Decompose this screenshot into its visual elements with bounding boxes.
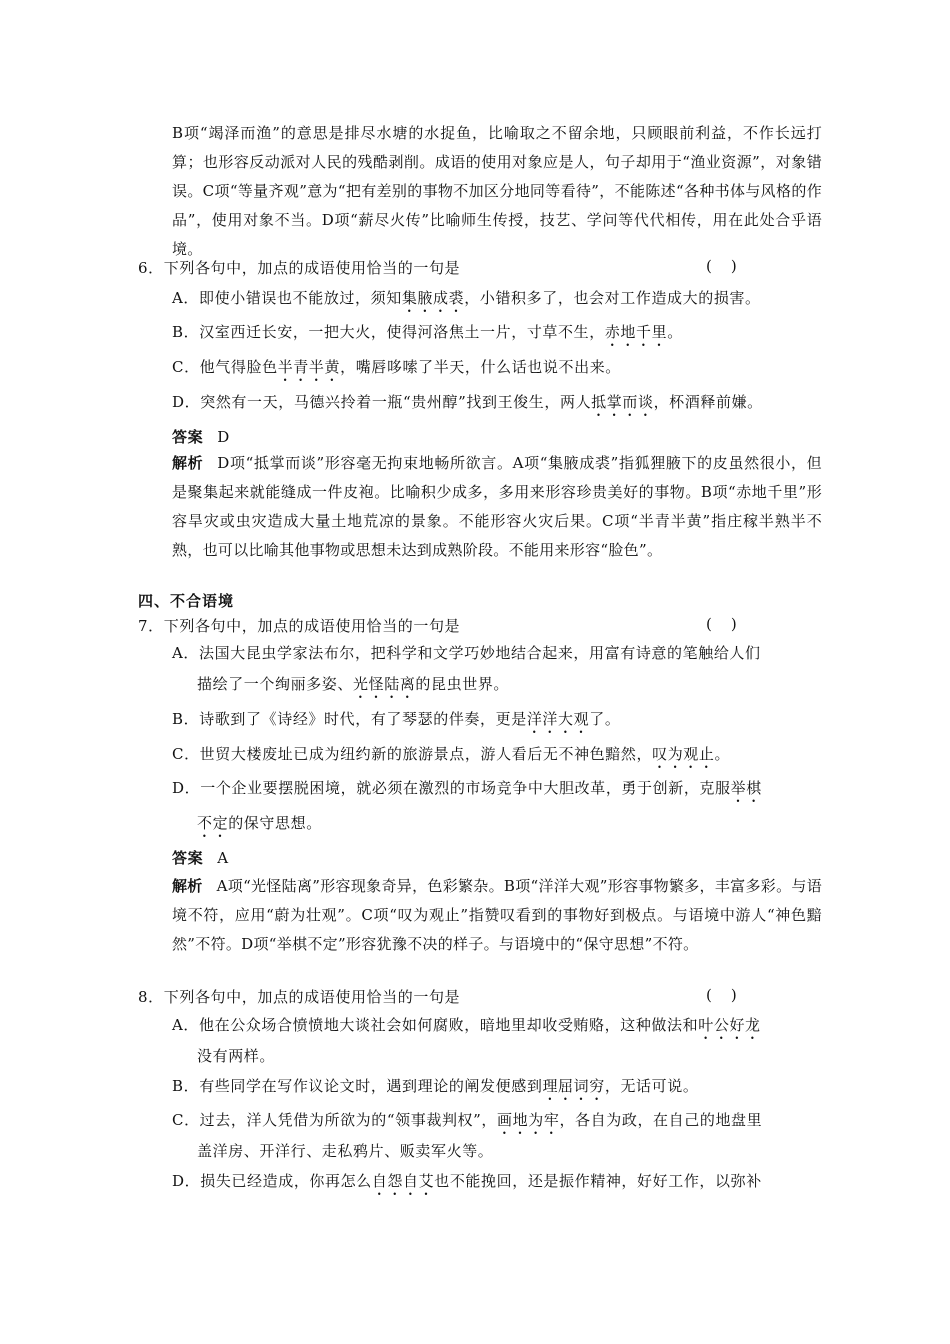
q7-option-c: C．世贸大楼废址已成为纽约新的旅游景点，游人看后无不神色黯然，叹为观止。	[172, 745, 731, 763]
q7-option-a-line2: 描绘了一个绚丽多姿、光怪陆离的昆虫世界。	[197, 675, 510, 693]
q7-option-d-line2: 不定的保守思想。	[197, 814, 322, 832]
dotted-idiom: 举棋	[730, 779, 762, 797]
q7-analysis: 解析 A项“光怪陆离”形容现象奇异，色彩繁杂。B项“洋洋大观”形容事物繁多，丰富多彩。与语境不符，应用“蔚为壮观”。C项“叹为观止”指赞叹看到的事物好到极点。与语境中游人“神色黯然”不符。D项“举棋不定”形容犹豫不决的样子。与语境中的“保守思想”不符。	[172, 877, 822, 953]
q8-option-b: B．有些同学在写作议论文时，遇到理论的阐发便感到理屈词穷，无话可说。	[172, 1077, 699, 1095]
dotted-idiom: 集腋成裘	[401, 289, 465, 307]
q8-option-a-line1: A．他在公众场合愤愤地大谈社会如何腐败，暗地里却收受贿赂，这种做法和叶公好龙	[172, 1016, 761, 1034]
answer-label: 答案	[172, 428, 204, 446]
dotted-idiom: 光怪陆离	[353, 675, 416, 693]
q8-stem: 8．下列各句中，加点的成语使用恰当的一句是	[138, 988, 461, 1006]
dotted-idiom: 半青半黄	[277, 358, 341, 376]
q8-option-d-line1: D．损失已经造成，你再怎么自怨自艾也不能挽回，还是振作精神，好好工作，以弥补	[172, 1172, 762, 1190]
dotted-idiom: 叶公好龙	[698, 1016, 761, 1034]
q6-analysis: 解析 D项“抵掌而谈”形容毫无拘束地畅所欲言。A项“集腋成裘”指狐狸腋下的皮虽然很小，但是聚集起来就能缝成一件皮袍。比喻积少成多，多用来形容珍贵美好的事物。B项“赤地千里”形容旱灾或虫灾造成大量土地荒凉的景象。不能形容火灾后果。C项“半青半黄”指庄稼半熟半不熟，也可以比喻其他事物或思想未达到成熟阶段。不能用来形容“脸色”。	[172, 454, 822, 559]
dotted-idiom: 画地为牢	[497, 1111, 560, 1129]
q6-option-d: D．突然有一天，马德兴拎着一瓶“贵州醇”找到王俊生，两人抵掌而谈，杯酒释前嫌。	[172, 393, 763, 411]
q8-option-c-line2: 盖洋房、开洋行、走私鸦片、贩卖军火等。	[197, 1142, 494, 1160]
q7-option-b: B．诗歌到了《诗经》时代，有了琴瑟的伴奏，更是洋洋大观了。	[172, 710, 621, 728]
q5-analysis-text: B项“竭泽而渔”的意思是排尽水塘的水捉鱼，比喻取之不留余地，只顾眼前利益，不作长远打算；也形容反动派对人民的残酷剥削。成语的使用对象应是人，句子却用于“渔业资源”，对象错误。C项“等量齐观”意为“把有差别的事物不加区分地同等看待”，不能陈述“各种书体与风格的作品”，使用对象不当。D项“薪尽火传”比喻师生传授，技艺、学问等代代相传，用在此处合乎语境。	[172, 124, 822, 258]
q6-answer: 答案 D	[172, 428, 230, 446]
dotted-idiom: 不定	[197, 814, 229, 832]
q7-answer-bracket: ( )	[706, 615, 737, 633]
q8-answer-bracket: ( )	[706, 986, 737, 1004]
dotted-idiom: 理屈词穷	[542, 1077, 605, 1095]
q8-option-a-line2: 没有两样。	[197, 1047, 276, 1065]
answer-label: 答案	[172, 849, 204, 867]
analysis-label: 解析	[172, 877, 203, 895]
analysis-label: 解析	[172, 454, 204, 472]
dotted-idiom: 叹为观止	[652, 745, 715, 763]
dotted-idiom: 自怨自艾	[371, 1172, 435, 1190]
q7-option-a-line1: A．法国大昆虫学家法布尔，把科学和文学巧妙地结合起来，用富有诗意的笔触给人们	[172, 644, 761, 662]
dotted-idiom: 抵掌而谈	[591, 393, 654, 411]
q7-answer: 答案 A	[172, 849, 229, 867]
q7-option-d-line1: D．一个企业要摆脱困境，就必须在激烈的市场竞争中大胆改革，勇于创新，克服举棋	[172, 779, 762, 797]
q6-option-b: B．汉室西迁长安，一把大火，使得河洛焦土一片，寸草不生，赤地千里。	[172, 323, 683, 341]
q6-answer-bracket: ( )	[706, 257, 737, 275]
q6-option-c: C．他气得脸色半青半黄，嘴唇哆嗦了半天，什么话也说不出来。	[172, 358, 621, 376]
q6-option-a: A．即使小错误也不能放过，须知集腋成裘，小错积多了，也会对工作造成大的损害。	[172, 289, 761, 307]
dotted-idiom: 赤地千里	[604, 323, 668, 341]
dotted-idiom: 洋洋大观	[526, 710, 590, 728]
q7-stem: 7．下列各句中，加点的成语使用恰当的一句是	[138, 617, 461, 635]
section-heading: 四、不合语境	[138, 592, 235, 610]
q6-stem: 6．下列各句中，加点的成语使用恰当的一句是	[138, 259, 461, 277]
q8-option-c-line1: C．过去，洋人凭借为所欲为的“领事裁判权”，画地为牢，各自为政，在自己的地盘里	[172, 1111, 763, 1129]
